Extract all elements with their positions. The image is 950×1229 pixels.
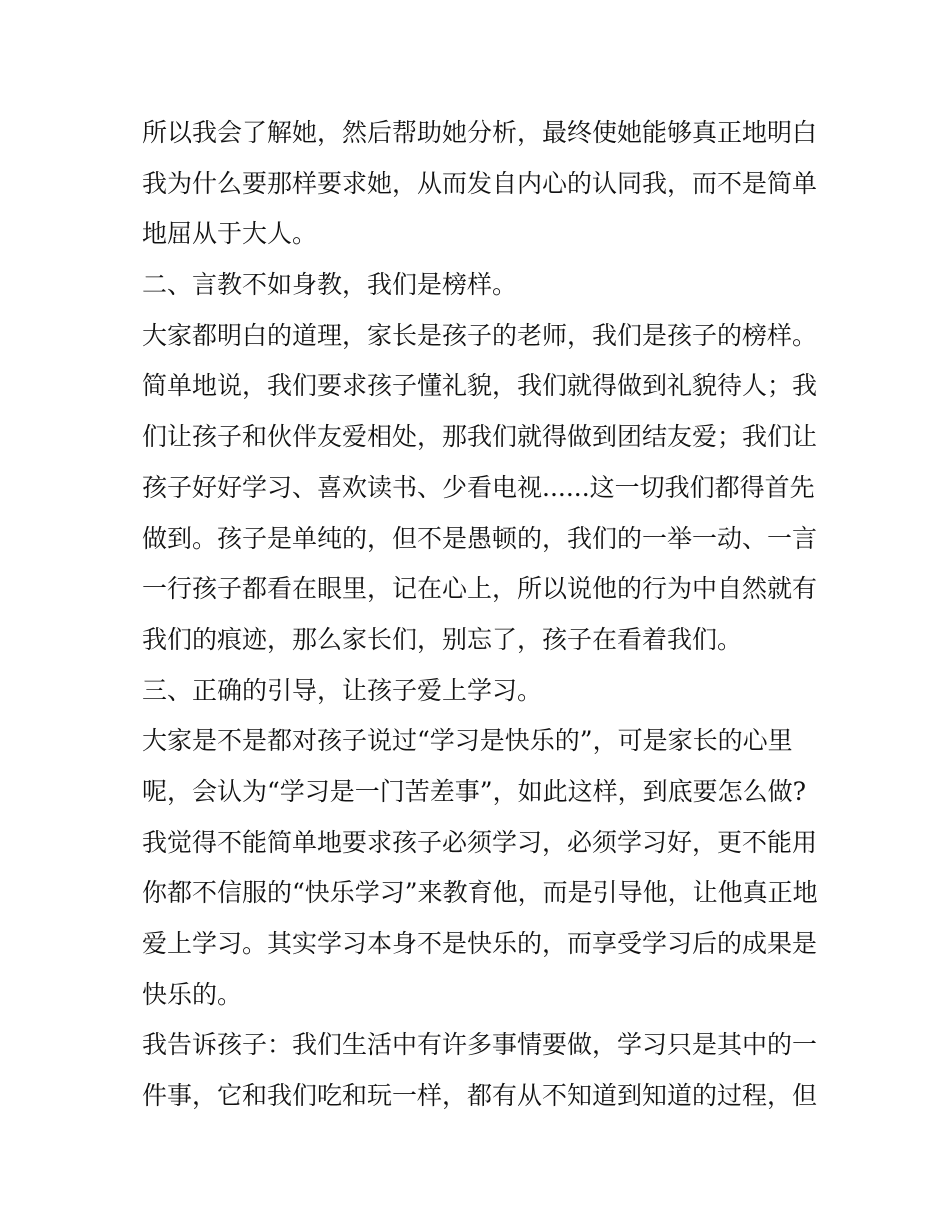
text-line: 呢，会认为“学习是一门苦差事”，如此这样，到底要怎么做? [142, 776, 806, 806]
document-body [142, 108, 832, 1122]
text-line: 孩子好好学习、喜欢读书、少看电视......这一切我们都得首先 [142, 472, 815, 502]
text-line: 简单地说，我们要求孩子懂礼貌，我们就得做到礼貌待人；我 [142, 371, 818, 401]
text-line: 我告诉孩子：我们生活中有许多事情要做，学习只是其中的一 [142, 1030, 818, 1060]
text-line: 们让孩子和伙伴友爱相处，那我们就得做到团结友爱；我们让 [142, 422, 818, 452]
section-heading: 三、正确的引导，让孩子爱上学习。 [142, 675, 543, 705]
text-line: 你都不信服的“快乐学习”来教育他，而是引导他，让他真正地 [142, 878, 818, 908]
text-line: 我觉得不能简单地要求孩子必须学习，必须学习好，更不能用 [142, 827, 818, 857]
section-heading: 二、言教不如身教，我们是榜样。 [142, 270, 518, 300]
text-line: 大家都明白的道理，家长是孩子的老师，我们是孩子的榜样。 [142, 320, 818, 350]
text-line: 我为什么要那样要求她，从而发自内心的认同我，而不是简单 [142, 168, 818, 198]
text-line: 快乐的。 [142, 979, 243, 1009]
text-line: 地屈从于大人。 [142, 219, 318, 249]
text-line: 我们的痕迹，那么家长们，别忘了，孩子在看着我们。 [142, 624, 743, 654]
text-line: 件事，它和我们吃和玩一样，都有从不知道到知道的过程，但 [142, 1081, 818, 1111]
text-line: 爱上学习。其实学习本身不是快乐的，而享受学习后的成果是 [142, 929, 818, 958]
text-line: 一行孩子都看在眼里，记在心上，所以说他的行为中自然就有 [142, 574, 818, 604]
text-line: 大家是不是都对孩子说过“学习是快乐的”，可是家长的心里 [142, 726, 793, 756]
text-line: 做到。孩子是单纯的，但不是愚顿的，我们的一举一动、一言 [142, 523, 818, 553]
text-line: 所以我会了解她，然后帮助她分析，最终使她能够真正地明白 [142, 118, 818, 147]
